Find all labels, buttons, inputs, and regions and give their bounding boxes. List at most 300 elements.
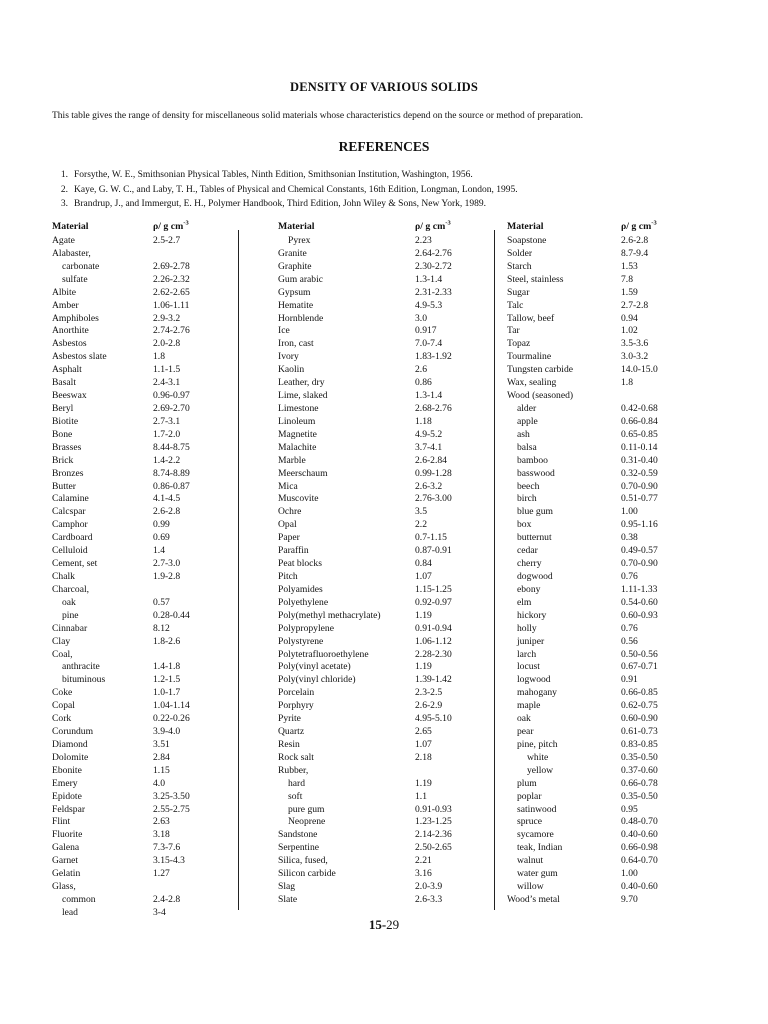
- material-name: teak, Indian: [517, 842, 563, 854]
- density-value: 0.91-0.94: [415, 622, 452, 634]
- table-row: [507, 610, 687, 623]
- density-value: 3.15-4.3: [153, 855, 185, 867]
- density-value: 0.31-0.40: [621, 454, 658, 466]
- table-row: [507, 649, 687, 662]
- material-name: Corundum: [52, 726, 94, 738]
- material-name: Charcoal,: [52, 583, 90, 595]
- material-name: mahogany: [517, 687, 557, 699]
- density-value: 0.50-0.56: [621, 648, 658, 660]
- density-value: 7.0-7.4: [415, 338, 443, 350]
- reference-text: Kaye, G. W. C., and Laby, T. H., Tables of Physical and Chemical Constants, 16th Edition, Longman, London, 1995.: [74, 184, 518, 195]
- table-row: [278, 287, 498, 300]
- material-name: Wood’s metal: [507, 894, 560, 906]
- table-row: [52, 558, 232, 571]
- material-name: bituminous: [62, 674, 106, 686]
- density-value: 0.61-0.73: [621, 726, 658, 738]
- material-name: basswood: [517, 467, 555, 479]
- table-row: [52, 325, 232, 338]
- density-value: 0.70-0.90: [621, 558, 658, 570]
- density-value: 1.19: [415, 661, 432, 673]
- density-value: 0.40-0.60: [621, 829, 658, 841]
- material-name: Basalt: [52, 377, 76, 389]
- density-value: 2.6-2.84: [415, 454, 447, 466]
- material-name: Tar: [507, 325, 520, 337]
- density-value: 0.917: [415, 325, 437, 337]
- material-name: Magnetite: [278, 428, 317, 440]
- density-value: 0.66-0.85: [621, 687, 658, 699]
- material-name: Feldspar: [52, 803, 86, 815]
- table-row: [507, 442, 687, 455]
- density-value: 0.64-0.70: [621, 855, 658, 867]
- density-value: 2.26-2.32: [153, 273, 190, 285]
- material-name: Polystyrene: [278, 635, 324, 647]
- density-value: 2.6-2.8: [621, 235, 649, 246]
- table-row: [52, 868, 232, 881]
- material-name: Brick: [52, 454, 74, 466]
- material-name: Ivory: [278, 351, 299, 363]
- table-row: [507, 274, 687, 287]
- table-row: [507, 351, 687, 364]
- material-name: elm: [517, 596, 532, 608]
- density-value: 2.30-2.72: [415, 260, 452, 272]
- density-value: 0.87-0.91: [415, 545, 452, 557]
- material-name: Agate: [52, 235, 75, 246]
- density-value: 2.50-2.65: [415, 842, 452, 854]
- material-name: Fluorite: [52, 829, 83, 841]
- table-row: [52, 726, 232, 739]
- table-row: [52, 894, 232, 907]
- material-name: Bone: [52, 428, 73, 440]
- material-name: Mica: [278, 480, 298, 492]
- intro-paragraph: This table gives the range of density for miscellaneous solid materials whose characteristics depend on the source or method of preparation.: [52, 111, 584, 121]
- material-name: beech: [517, 480, 540, 492]
- material-name: Cork: [52, 713, 72, 725]
- page-number-prefix: 15-: [368, 917, 387, 932]
- density-value: 0.83-0.85: [621, 738, 658, 750]
- table-row: [278, 804, 498, 817]
- table-row: [507, 545, 687, 558]
- table-row: [52, 649, 232, 662]
- material-name: Asphalt: [52, 364, 82, 376]
- material-name: pure gum: [288, 803, 325, 815]
- material-name: Porcelain: [278, 687, 315, 699]
- density-value: 1.00: [621, 868, 638, 880]
- table-row: [507, 687, 687, 700]
- table-row: [52, 778, 232, 791]
- material-name: Resin: [278, 738, 300, 750]
- density-value: 2.23: [415, 235, 432, 246]
- table-row: [52, 261, 232, 274]
- material-name: walnut: [517, 855, 544, 867]
- document-title: DENSITY OF VARIOUS SOLIDS: [289, 80, 479, 94]
- table-row: [278, 519, 498, 532]
- table-row: [507, 364, 687, 377]
- table-column-2: [278, 219, 498, 907]
- material-name: satinwood: [517, 803, 557, 815]
- table-row: [52, 377, 232, 390]
- table-row: [278, 713, 498, 726]
- material-name: Rock salt: [278, 751, 314, 763]
- header-density-exponent: -3: [183, 219, 189, 227]
- density-value: 2.6-2.9: [415, 700, 443, 712]
- density-value: 2.0-3.9: [415, 881, 443, 893]
- density-value: 0.92-0.97: [415, 596, 452, 608]
- density-value: 0.67-0.71: [621, 661, 658, 673]
- table-row: [507, 584, 687, 597]
- table-row: [278, 571, 498, 584]
- table-row: [278, 687, 498, 700]
- table-row: [52, 545, 232, 558]
- material-name: ash: [517, 428, 530, 440]
- table-row: [278, 416, 498, 429]
- material-name: lead: [62, 906, 78, 918]
- header-material: Material: [278, 221, 315, 232]
- table-row: [278, 778, 498, 791]
- material-name: Flint: [52, 816, 71, 828]
- material-name: Polyethylene: [278, 596, 329, 608]
- table-row: [278, 481, 498, 494]
- table-row: [278, 468, 498, 481]
- reference-number: 3.: [60, 199, 68, 209]
- density-value: 1.04-1.14: [153, 700, 190, 712]
- density-value: 0.94: [621, 312, 638, 324]
- table-row: [507, 855, 687, 868]
- table-row: [278, 636, 498, 649]
- table-row: [507, 791, 687, 804]
- density-value: 1.15-1.25: [415, 583, 452, 595]
- table-row: [507, 842, 687, 855]
- material-name: ebony: [517, 583, 541, 595]
- material-name: pine: [62, 609, 79, 621]
- table-row: [507, 558, 687, 571]
- table-row: [52, 700, 232, 713]
- header-density-exponent: -3: [651, 219, 657, 227]
- material-name: Graphite: [278, 260, 312, 272]
- material-name: Asbestos slate: [52, 351, 107, 363]
- material-name: alder: [517, 402, 537, 414]
- density-value: 2.9-3.2: [153, 312, 181, 324]
- density-value: 1.11-1.33: [621, 583, 658, 595]
- table-row: [507, 493, 687, 506]
- density-value: 1.19: [415, 777, 432, 789]
- header-density-label: ρ/ g cm: [415, 221, 446, 232]
- density-value: 0.99: [153, 519, 170, 531]
- column-header: [507, 219, 687, 234]
- density-value: 2.14-2.36: [415, 829, 452, 841]
- density-value: 1.3-1.4: [415, 273, 443, 285]
- material-name: Beeswax: [52, 390, 87, 402]
- header-density: [153, 219, 189, 234]
- material-name: apple: [517, 415, 538, 427]
- material-name: Polyamides: [278, 583, 323, 595]
- material-name: Amphiboles: [52, 312, 99, 324]
- material-name: Tourmaline: [507, 351, 552, 363]
- material-name: holly: [517, 622, 537, 634]
- table-row: [52, 390, 232, 403]
- material-name: Gum arabic: [278, 273, 324, 285]
- density-value: 3.51: [153, 738, 170, 750]
- material-name: Poly(vinyl chloride): [278, 674, 356, 686]
- density-value: 1.8: [153, 351, 165, 363]
- material-name: Wax, sealing: [507, 377, 557, 389]
- table-row: [52, 623, 232, 636]
- material-name: Marble: [278, 454, 306, 466]
- material-name: Anorthite: [52, 325, 89, 337]
- table-row: [278, 791, 498, 804]
- table-rows: [507, 235, 687, 907]
- material-name: Opal: [278, 519, 297, 531]
- density-value: 0.60-0.90: [621, 713, 658, 725]
- density-value: 1.4-1.8: [153, 661, 181, 673]
- table-column-1: [52, 219, 232, 920]
- table-row: [52, 713, 232, 726]
- density-value: 1.59: [621, 286, 638, 298]
- density-value: 2.31-2.33: [415, 286, 452, 298]
- table-row: [507, 300, 687, 313]
- density-value: 0.66-0.84: [621, 415, 658, 427]
- table-row: [278, 248, 498, 261]
- density-value: 0.66-0.78: [621, 777, 658, 789]
- density-value: 0.7-1.15: [415, 532, 447, 544]
- density-value: 8.44-8.75: [153, 441, 190, 453]
- table-row: [52, 842, 232, 855]
- table-row: [52, 519, 232, 532]
- table-row: [507, 713, 687, 726]
- table-row: [278, 623, 498, 636]
- density-value: 1.8: [621, 377, 633, 389]
- material-name: Chalk: [52, 570, 75, 582]
- material-name: Sandstone: [278, 829, 318, 841]
- table-row: [52, 481, 232, 494]
- density-value: 0.84: [415, 558, 432, 570]
- table-row: [278, 274, 498, 287]
- table-row: [52, 739, 232, 752]
- table-row: [278, 300, 498, 313]
- table-row: [507, 726, 687, 739]
- material-name: Glass,: [52, 881, 76, 893]
- material-name: Bronzes: [52, 467, 84, 479]
- material-name: Gypsum: [278, 286, 311, 298]
- table-row: [278, 674, 498, 687]
- table-row: [52, 571, 232, 584]
- table-row: [278, 752, 498, 765]
- reference-number: 1.: [60, 170, 68, 180]
- density-value: 8.7-9.4: [621, 247, 649, 259]
- reference-text: Brandrup, J., and Immergut, E. H., Polymer Handbook, Third Edition, John Wiley & Sons, New York, 1989.: [74, 199, 487, 209]
- material-name: Garnet: [52, 855, 79, 867]
- material-name: anthracite: [62, 661, 100, 673]
- density-value: 7.3-7.6: [153, 842, 181, 854]
- material-name: bamboo: [517, 454, 548, 466]
- material-name: Calcspar: [52, 506, 86, 518]
- material-name: Linoleum: [278, 415, 316, 427]
- density-value: 4.1-4.5: [153, 493, 181, 505]
- density-value: 0.32-0.59: [621, 467, 658, 479]
- density-value: 0.95: [621, 803, 638, 815]
- table-row: [278, 506, 498, 519]
- material-name: hard: [288, 777, 306, 789]
- density-value: 1.7-2.0: [153, 428, 181, 440]
- material-name: butternut: [517, 532, 552, 544]
- density-value: 0.91: [621, 674, 638, 686]
- density-value: 4.0: [153, 777, 165, 789]
- density-value: 1.07: [415, 738, 432, 750]
- material-name: Alabaster,: [52, 247, 91, 259]
- density-value: 0.95-1.16: [621, 519, 658, 531]
- table-row: [52, 855, 232, 868]
- table-rows: [278, 235, 498, 907]
- density-value: 2.74-2.76: [153, 325, 190, 337]
- table-row: [278, 765, 498, 778]
- table-row: [52, 235, 232, 248]
- table-row: [507, 752, 687, 765]
- column-divider: [494, 230, 495, 910]
- table-row: [507, 636, 687, 649]
- material-name: Gelatin: [52, 868, 81, 880]
- material-name: Ebonite: [52, 764, 82, 776]
- header-density-label: ρ/ g cm: [621, 221, 652, 232]
- table-row: [278, 364, 498, 377]
- material-name: balsa: [517, 441, 537, 453]
- density-value: 0.11-0.14: [621, 441, 658, 453]
- material-name: Cardboard: [52, 532, 93, 544]
- material-name: white: [527, 751, 549, 763]
- density-value: 3.18: [153, 829, 170, 841]
- density-value: 0.66-0.98: [621, 842, 658, 854]
- density-value: 0.48-0.70: [621, 816, 658, 828]
- table-row: [278, 390, 498, 403]
- table-row: [278, 649, 498, 662]
- material-name: Tallow, beef: [507, 312, 555, 324]
- density-value: 1.2-1.5: [153, 674, 181, 686]
- table-row: [52, 661, 232, 674]
- material-name: Talc: [507, 299, 524, 311]
- material-name: Galena: [52, 842, 80, 854]
- material-name: Cinnabar: [52, 622, 88, 634]
- density-value: 4.95-5.10: [415, 713, 452, 725]
- density-value: 2.4-3.1: [153, 377, 181, 389]
- density-value: 2.76-3.00: [415, 493, 452, 505]
- material-name: larch: [517, 648, 537, 660]
- table-row: [507, 804, 687, 817]
- material-name: Calamine: [52, 493, 89, 505]
- density-value: 1.53: [621, 260, 638, 272]
- material-name: Pyrex: [288, 235, 311, 246]
- density-value: 0.65-0.85: [621, 428, 658, 440]
- material-name: Kaolin: [278, 364, 305, 376]
- density-value: 0.86-0.87: [153, 480, 190, 492]
- material-name: box: [517, 519, 532, 531]
- table-row: [507, 816, 687, 829]
- material-name: Amber: [52, 299, 79, 311]
- table-row: [507, 765, 687, 778]
- density-value: 1.1: [415, 790, 427, 802]
- material-name: cedar: [517, 545, 538, 557]
- page-number-suffix: 29: [386, 917, 400, 932]
- material-name: willow: [517, 881, 544, 893]
- table-row: [52, 351, 232, 364]
- table-row: [507, 623, 687, 636]
- table-row: [278, 855, 498, 868]
- material-name: Solder: [507, 247, 533, 259]
- table-row: [52, 829, 232, 842]
- table-row: [507, 881, 687, 894]
- material-name: sycamore: [517, 829, 554, 841]
- density-value: 3.25-3.50: [153, 790, 190, 802]
- material-name: dogwood: [517, 570, 553, 582]
- density-value: 0.51-0.77: [621, 493, 658, 505]
- density-value: 3.5-3.6: [621, 338, 649, 350]
- page-number: [0, 917, 768, 933]
- material-name: Coal,: [52, 648, 73, 660]
- density-value: 0.42-0.68: [621, 402, 658, 414]
- table-row: [507, 390, 687, 403]
- table-row: [278, 700, 498, 713]
- material-name: Soapstone: [507, 235, 547, 246]
- material-name: hickory: [517, 609, 547, 621]
- density-value: 0.35-0.50: [621, 751, 658, 763]
- material-name: Pitch: [278, 570, 298, 582]
- table-row: [507, 261, 687, 274]
- density-value: 2.84: [153, 751, 170, 763]
- density-value: 8.12: [153, 622, 170, 634]
- density-value: 1.00: [621, 506, 638, 518]
- material-name: blue gum: [517, 506, 553, 518]
- header-density-label: ρ/ g cm: [153, 221, 184, 232]
- table-row: [507, 403, 687, 416]
- material-name: Poly(methyl methacrylate): [278, 609, 381, 621]
- material-name: pine, pitch: [517, 738, 558, 750]
- table-row: [278, 338, 498, 351]
- table-row: [278, 442, 498, 455]
- density-value: 1.3-1.4: [415, 390, 443, 402]
- density-value: 0.76: [621, 570, 638, 582]
- table-row: [52, 674, 232, 687]
- table-row: [507, 829, 687, 842]
- density-value: 2.3-2.5: [415, 687, 443, 699]
- table-row: [507, 894, 687, 907]
- table-row: [278, 584, 498, 597]
- material-name: Slate: [278, 894, 298, 906]
- material-name: Beryl: [52, 402, 74, 414]
- table-column-3: [507, 219, 687, 907]
- table-row: [52, 455, 232, 468]
- density-value: 2.69-2.78: [153, 260, 190, 272]
- table-row: [507, 235, 687, 248]
- density-value: 2.2: [415, 519, 427, 531]
- density-value: 3.0: [415, 312, 427, 324]
- reference-item: [52, 183, 518, 198]
- density-value: 2.68-2.76: [415, 402, 452, 414]
- column-header: [52, 219, 232, 234]
- material-name: Emery: [52, 777, 78, 789]
- density-value: 0.37-0.60: [621, 764, 658, 776]
- material-name: poplar: [517, 790, 542, 802]
- table-row: [507, 429, 687, 442]
- density-value: 0.96-0.97: [153, 390, 190, 402]
- table-row: [278, 532, 498, 545]
- material-name: soft: [288, 790, 303, 802]
- density-value: 7.8: [621, 273, 633, 285]
- table-row: [52, 338, 232, 351]
- density-value: 0.57: [153, 596, 170, 608]
- table-row: [507, 700, 687, 713]
- material-name: Dolomite: [52, 751, 89, 763]
- density-value: 8.74-8.89: [153, 467, 190, 479]
- material-name: Malachite: [278, 441, 317, 453]
- references-list: [52, 168, 518, 212]
- material-name: Silica, fused,: [278, 855, 328, 867]
